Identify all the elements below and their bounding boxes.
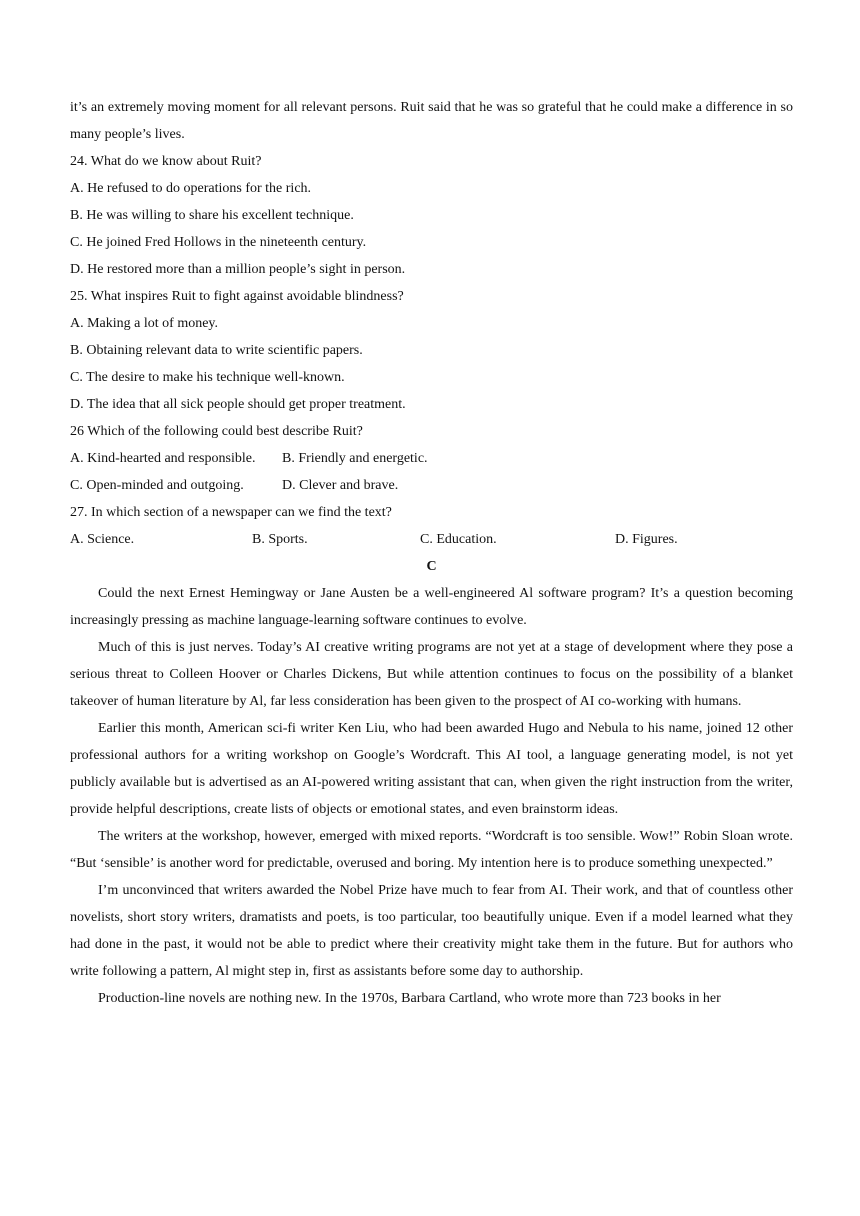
options-row bbox=[70, 526, 793, 553]
option-b: B. He was willing to share his excellent technique. bbox=[70, 208, 354, 223]
option-c: C. Education. bbox=[420, 532, 497, 547]
option-c: C. The desire to make his technique well-known. bbox=[70, 370, 345, 385]
question-text: 25. What inspires Ruit to fight against avoidable blindness? bbox=[70, 289, 404, 304]
question-25 bbox=[70, 283, 793, 418]
option-a: A. He refused to do operations for the rich. bbox=[70, 181, 312, 196]
option-a: A. Making a lot of money. bbox=[70, 316, 219, 331]
question-text: 27. In which section of a newspaper can we find the text? bbox=[70, 505, 392, 520]
option-d: D. Clever and brave. bbox=[282, 478, 399, 493]
paragraph: Production-line novels are nothing new. In the 1970s, Barbara Cartland, who wrote more than 723 books in her bbox=[98, 991, 721, 1006]
option-b: B. Sports. bbox=[252, 532, 308, 547]
paragraph: Could the next Ernest Hemingway or Jane Austen be a well-engineered Al software program? It’s a question becoming increasingly pressing as machine language-learning software continues to evolve. bbox=[70, 586, 793, 628]
question-27 bbox=[70, 499, 793, 553]
option-c: C. He joined Fred Hollows in the nineteenth century. bbox=[70, 235, 367, 250]
section-title: C bbox=[426, 559, 437, 574]
options-row-ab bbox=[70, 445, 793, 472]
option-b: B. Friendly and energetic. bbox=[282, 451, 428, 466]
section-c-body bbox=[70, 580, 793, 1012]
option-d: D. The idea that all sick people should get proper treatment. bbox=[70, 397, 406, 412]
option-d: D. Figures. bbox=[615, 532, 678, 547]
question-text: 26 Which of the following could best describe Ruit? bbox=[70, 424, 363, 439]
paragraph: I’m unconvinced that writers awarded the Nobel Prize have much to fear from AI. Their work, and that of countless other novelists, short story writers, dramatists and poets, is too particular, too beautifully unique. Even if a model learned what they had done in the past, it would not be able to predict where their creativity might take them in the future. But for authors who write following a pattern, Al might step in, first as assistants before some day to authorship. bbox=[70, 883, 793, 979]
question-26 bbox=[70, 418, 793, 499]
paragraph: Earlier this month, American sci-fi writer Ken Liu, who had been awarded Hugo and Nebula to his name, joined 12 other professional authors for a writing workshop on Google’s Wordcraft. This AI tool, a language generating model, is not yet publicly available but is advertised as an AI-powered writing assistant that can, when given the right instruction from the writer, provide helpful descriptions, create lists of objects or emotional states, and even brainstorm ideas. bbox=[70, 721, 793, 817]
option-d: D. He restored more than a million people’s sight in person. bbox=[70, 262, 406, 277]
top-paragraph: it’s an extremely moving moment for all relevant persons. Ruit said that he was so grateful that he could make a difference in so many people’s lives. bbox=[70, 100, 793, 142]
option-a: A. Science. bbox=[70, 532, 135, 547]
question-text: 24. What do we know about Ruit? bbox=[70, 154, 262, 169]
options-row-cd bbox=[70, 472, 793, 499]
question-24 bbox=[70, 148, 793, 283]
option-c: C. Open-minded and outgoing. bbox=[70, 478, 244, 493]
option-a: A. Kind-hearted and responsible. bbox=[70, 451, 256, 466]
paragraph: The writers at the workshop, however, emerged with mixed reports. “Wordcraft is too sensible. Wow!” Robin Sloan wrote. “But ‘sensible’ is another word for predictable, overused and boring. My intention here is to produce something unexpected.” bbox=[70, 829, 793, 871]
paragraph: Much of this is just nerves. Today’s AI creative writing programs are not yet at a stage of development where they pose a serious threat to Colleen Hoover or Charles Dickens, But while attention continues to focus on the possibility of a blanket takeover of human literature by Al, far less consideration has been given to the prospect of AI co-working with humans. bbox=[70, 640, 793, 709]
document-page bbox=[70, 94, 793, 1012]
option-b: B. Obtaining relevant data to write scientific papers. bbox=[70, 343, 363, 358]
